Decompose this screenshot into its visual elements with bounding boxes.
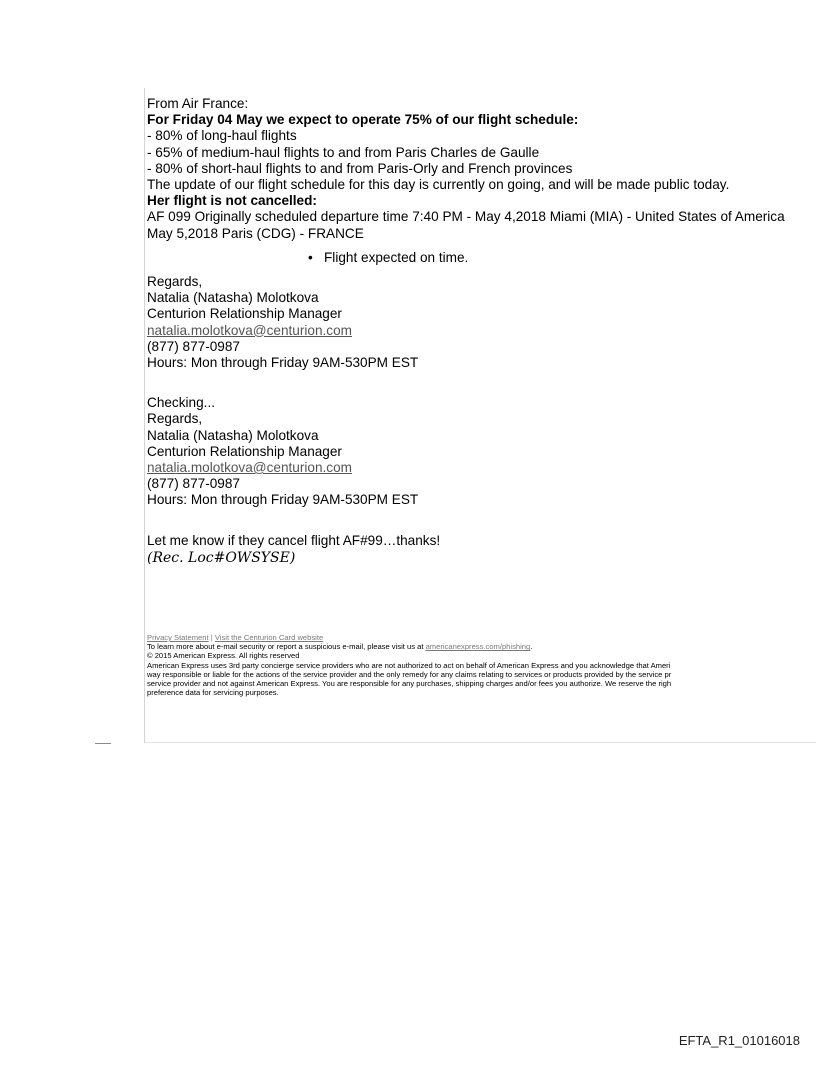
- signature-1-title: Centurion Relationship Manager: [147, 306, 342, 322]
- security-notice: [147, 642, 816, 651]
- reply-2-text: Checking...: [147, 395, 216, 411]
- flight-details-line-1: AF 099 Originally scheduled departure time 7:40 PM - May 4,2018 Miami (MIA) - United States of America: [147, 209, 785, 225]
- disclaimer-line-4: preference data for servicing purposes.: [147, 688, 279, 698]
- from-line: From Air France:: [147, 96, 249, 111]
- signature-1-email-link[interactable]: natalia.molotkova@centurion.com: [147, 322, 352, 338]
- signature-2-hours: Hours: Mon through Friday 9AM-530PM EST: [147, 492, 419, 508]
- schedule-item-medium-haul: - 65% of medium-haul flights to and from Paris Charles de Gaulle: [147, 144, 540, 160]
- centurion-site-link[interactable]: Visit the Centurion Card website: [214, 633, 324, 642]
- email-footer: [147, 633, 816, 697]
- schedule-item-long-haul: - 80% of long-haul flights: [147, 128, 297, 144]
- page-id-stamp: EFTA_R1_01016018: [678, 1033, 800, 1048]
- flight-status-bullet: [147, 250, 816, 266]
- disclaimer-line-3: service provider and not against American Express. You are responsible for any purchases, shipping charges and/or fees you authorize. We reserve the righ: [147, 679, 672, 689]
- footer-links: [147, 633, 816, 642]
- security-notice-text: To learn more about e-mail security or report a suspicious e-mail, please visit us at: [147, 642, 426, 652]
- security-notice-end: .: [530, 642, 533, 652]
- flight-status-text: Flight expected on time.: [324, 249, 469, 265]
- phishing-link[interactable]: americanexpress.com/phishing: [425, 642, 531, 652]
- signature-2-email-link[interactable]: natalia.molotkova@centurion.com: [147, 460, 352, 476]
- email-body: [147, 96, 816, 567]
- status-heading: Her flight is not cancelled:: [147, 193, 317, 209]
- scan-mark: [95, 743, 111, 744]
- disclaimer-line-1: American Express uses 3rd party concierge service providers who are not authorized to act on behalf of American Express and you acknowledge that Ameri: [147, 660, 671, 670]
- copyright-text: © 2015 American Express. All rights reserved: [147, 651, 300, 661]
- bullet-icon: •: [308, 249, 313, 265]
- disclaimer-line-2: way responsible or liable for the actions of the service provider and the only remedy for any claims relating to services or products provided by the service pr: [147, 669, 672, 679]
- record-locator: (Rec. Loc#OWSYSE): [147, 549, 296, 566]
- signature-2-name: Natalia (Natasha) Molotkova: [147, 427, 319, 443]
- signature-1-regards: Regards,: [147, 274, 203, 290]
- footer-link-separator: |: [210, 633, 213, 642]
- privacy-statement-link[interactable]: Privacy Statement: [147, 633, 209, 642]
- flight-details-line-2: May 5,2018 Paris (CDG) - FRANCE: [147, 225, 364, 241]
- signature-2-phone: (877) 877-0987: [147, 476, 240, 492]
- schedule-headline: For Friday 04 May we expect to operate 75% of our flight schedule:: [147, 112, 579, 128]
- original-request-text: Let me know if they cancel flight AF#99…thanks!: [147, 532, 441, 548]
- signature-2-regards: Regards,: [147, 411, 203, 427]
- signature-1-hours: Hours: Mon through Friday 9AM-530PM EST: [147, 355, 419, 371]
- signature-1-phone: (877) 877-0987: [147, 338, 240, 354]
- schedule-update-text: The update of our flight schedule for this day is currently on going, and will be made public today.: [147, 177, 730, 193]
- signature-1-name: Natalia (Natasha) Molotkova: [147, 290, 319, 306]
- schedule-item-short-haul: - 80% of short-haul flights to and from Paris-Orly and French provinces: [147, 160, 573, 176]
- signature-2-title: Centurion Relationship Manager: [147, 443, 342, 459]
